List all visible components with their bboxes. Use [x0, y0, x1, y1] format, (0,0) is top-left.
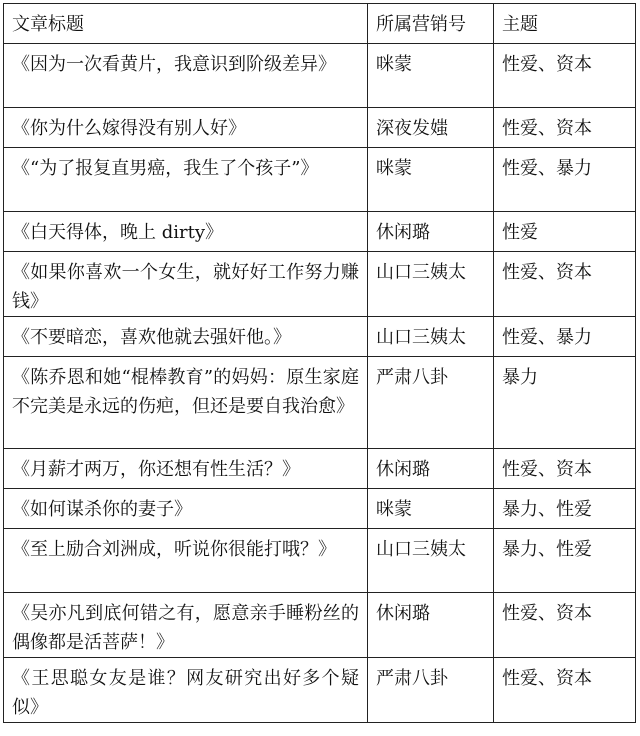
topic-cell: 性爱、资本	[494, 658, 636, 723]
title-cell: 《王思聪女友是谁？网友研究出好多个疑似》	[4, 658, 368, 723]
title-cell: 《白天得体，晚上 dirty》	[4, 212, 368, 252]
account-cell: 咪蒙	[368, 44, 494, 108]
title-cell: 《因为一次看黄片，我意识到阶级差异》	[4, 44, 368, 108]
account-cell: 山口三姨太	[368, 317, 494, 357]
topic-cell: 性爱、资本	[494, 252, 636, 317]
title-cell: 《“为了报复直男癌，我生了个孩子”》	[4, 148, 368, 212]
title-cell: 《吴亦凡到底何错之有，愿意亲手睡粉丝的偶像都是活菩萨！》	[4, 593, 368, 658]
table-row	[4, 357, 636, 449]
table-row	[4, 489, 636, 529]
title-cell: 《月薪才两万，你还想有性生活？》	[4, 449, 368, 489]
table-row	[4, 108, 636, 148]
account-cell: 咪蒙	[368, 148, 494, 212]
table-row	[4, 44, 636, 108]
topic-cell: 性爱、资本	[494, 108, 636, 148]
topic-cell: 性爱、暴力	[494, 317, 636, 357]
topic-cell: 暴力、性爱	[494, 489, 636, 529]
title-cell: 《陈乔恩和她“棍棒教育”的妈妈：原生家庭不完美是永远的伤疤，但还是要自我治愈》	[4, 357, 368, 449]
account-cell: 山口三姨太	[368, 252, 494, 317]
account-cell: 休闲璐	[368, 449, 494, 489]
account-cell: 休闲璐	[368, 212, 494, 252]
topic-cell: 性爱、资本	[494, 44, 636, 108]
table-row	[4, 593, 636, 658]
header-cell-account: 所属营销号	[368, 4, 494, 44]
header-cell-title: 文章标题	[4, 4, 368, 44]
account-cell: 深夜发媸	[368, 108, 494, 148]
title-cell: 《如何谋杀你的妻子》	[4, 489, 368, 529]
table-row	[4, 317, 636, 357]
topic-cell: 性爱、资本	[494, 593, 636, 658]
topic-cell: 性爱	[494, 212, 636, 252]
table-row	[4, 212, 636, 252]
table-row	[4, 148, 636, 212]
table-row	[4, 529, 636, 593]
account-cell: 严肃八卦	[368, 357, 494, 449]
account-cell: 休闲璐	[368, 593, 494, 658]
table-row	[4, 449, 636, 489]
topic-cell: 性爱、暴力	[494, 148, 636, 212]
topic-cell: 性爱、资本	[494, 449, 636, 489]
article-table	[3, 3, 636, 723]
title-cell: 《不要暗恋，喜欢他就去强奸他。》	[4, 317, 368, 357]
account-cell: 咪蒙	[368, 489, 494, 529]
topic-cell: 暴力	[494, 357, 636, 449]
title-cell: 《你为什么嫁得没有别人好》	[4, 108, 368, 148]
account-cell: 山口三姨太	[368, 529, 494, 593]
title-cell: 《至上励合刘洲成，听说你很能打哦？》	[4, 529, 368, 593]
header-row	[4, 4, 636, 44]
account-cell: 严肃八卦	[368, 658, 494, 723]
table-row	[4, 658, 636, 723]
table-body	[4, 4, 636, 723]
table-row	[4, 252, 636, 317]
title-cell: 《如果你喜欢一个女生，就好好工作努力赚钱》	[4, 252, 368, 317]
topic-cell: 暴力、性爱	[494, 529, 636, 593]
header-cell-topic: 主题	[494, 4, 636, 44]
